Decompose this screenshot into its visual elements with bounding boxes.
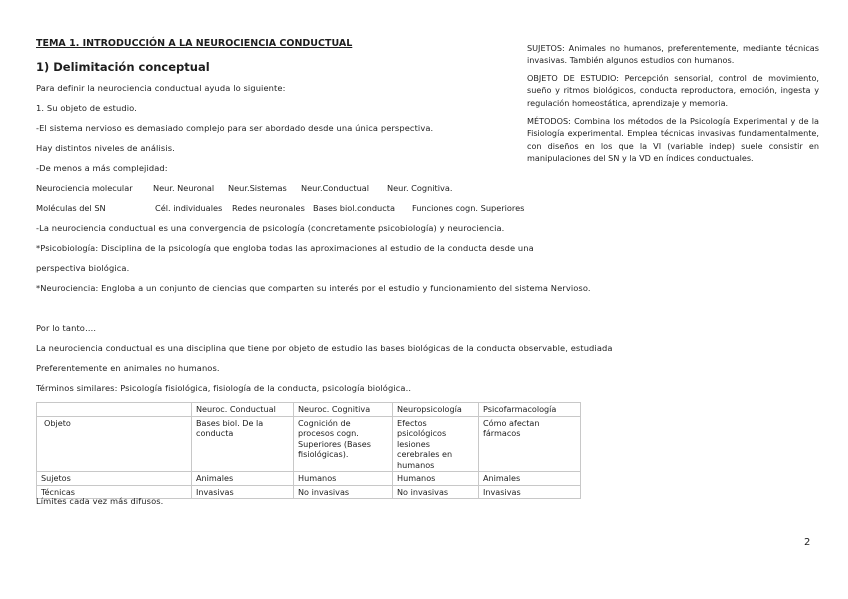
- psicobiologia-definition-cont: perspectiva biológica.: [36, 263, 130, 273]
- table-cell: No invasivas: [294, 485, 393, 499]
- table-cell: Humanos: [294, 472, 393, 486]
- table-cell: Humanos: [393, 472, 479, 486]
- table-cell: Sujetos: [37, 472, 192, 486]
- sujetos-note: SUJETOS: Animales no humanos, preferentemente, mediante técnicas invasivas. También algunos estudios con humanos.: [527, 43, 819, 66]
- table-header-cell: Neuropsicología: [393, 403, 479, 417]
- level-scope: Funciones cogn. Superiores: [412, 203, 525, 213]
- level-scope: Moléculas del SN: [36, 203, 106, 213]
- table-row: [37, 416, 581, 472]
- complexity-label: -De menos a más complejidad:: [36, 163, 168, 173]
- psicobiologia-definition: *Psicobiología: Disciplina de la psicología que engloba todas las aproximaciones al estudio de la conducta desde una: [36, 243, 534, 253]
- level-scope: Cél. individuales: [155, 203, 223, 213]
- point-1: 1. Su objeto de estudio.: [36, 103, 137, 113]
- therefore-text: Por lo tanto….: [36, 323, 97, 333]
- neurociencia-definition: *Neurociencia: Engloba a un conjunto de ciencias que comparten su interés por el estudio y funcionamiento del sistema Nervioso.: [36, 283, 591, 293]
- table-cell: Cómo afectan fármacos: [479, 416, 581, 472]
- definition-text: La neurociencia conductual es una disciplina que tiene por objeto de estudio las bases biológicas de la conducta observable, estudiada: [36, 343, 613, 353]
- table-cell: Técnicas: [37, 485, 192, 499]
- level-scope: Bases biol.conducta: [313, 203, 395, 213]
- convergence-text: -La neurociencia conductual es una convergencia de psicología (concretamente psicobiología) y neurociencia.: [36, 223, 505, 233]
- page-title: TEMA 1. INTRODUCCIÓN A LA NEUROCIENCIA CONDUCTUAL: [36, 38, 353, 49]
- preferente-text: Preferentemente en animales no humanos.: [36, 363, 220, 373]
- level-label: Neur. Neuronal: [153, 183, 215, 193]
- comparison-table: [36, 402, 581, 499]
- table-header-cell: [37, 403, 192, 417]
- table-cell: Invasivas: [192, 485, 294, 499]
- table-cell: Animales: [192, 472, 294, 486]
- table-cell: Bases biol. De la conducta: [192, 416, 294, 472]
- table-cell: Invasivas: [479, 485, 581, 499]
- table-cell: No invasivas: [393, 485, 479, 499]
- table-cell: Objeto: [37, 416, 192, 472]
- level-scope: Redes neuronales: [232, 203, 305, 213]
- objeto-note: OBJETO DE ESTUDIO: Percepción sensorial, control de movimiento, sueño y ritmos biológicos, conducta reproductora, emoción, ingesta y regulación homeostática, aprendizaje y memoria.: [527, 73, 819, 108]
- table-cell: Cognición de procesos cogn. Superiores (Bases fisiológicas).: [294, 416, 393, 472]
- level-label: Neur.Sistemas: [228, 183, 287, 193]
- level-label: Neur. Cognitiva.: [387, 183, 453, 193]
- table-cell: Animales: [479, 472, 581, 486]
- table-header-row: [37, 403, 581, 417]
- level-label: Neur.Conductual: [301, 183, 370, 193]
- metodos-note: MÉTODOS: Combina los métodos de la Psicología Experimental y de la Fisiología experimental. Emplea técnicas invasivas fundamentalmente, con diseños en los que la VI (variable indep) suele consistir en manipulaciones del SN y la VD en índices conductuales.: [527, 116, 819, 163]
- table-row: [37, 472, 581, 486]
- intro-text: Para definir la neurociencia conductual ayuda lo siguiente:: [36, 83, 286, 93]
- section-heading: 1) Delimitación conceptual: [36, 60, 210, 74]
- table-cell: Efectos psicológicos lesiones cerebrales en humanos: [393, 416, 479, 472]
- table-header-cell: Neuroc. Conductual: [192, 403, 294, 417]
- level-label: Neurociencia molecular: [36, 183, 133, 193]
- table-header-cell: Psicofarmacología: [479, 403, 581, 417]
- table-header-cell: Neuroc. Cognitiva: [294, 403, 393, 417]
- page-number: 2: [804, 537, 811, 548]
- similar-terms: Términos similares: Psicología fisiológica, fisiología de la conducta, psicología biológica..: [36, 383, 412, 393]
- levels-note: Hay distintos niveles de análisis.: [36, 143, 175, 153]
- complexity-statement: -El sistema nervioso es demasiado complejo para ser abordado desde una única perspectiva.: [36, 123, 434, 133]
- limits-note: Límites cada vez más difusos.: [36, 496, 164, 506]
